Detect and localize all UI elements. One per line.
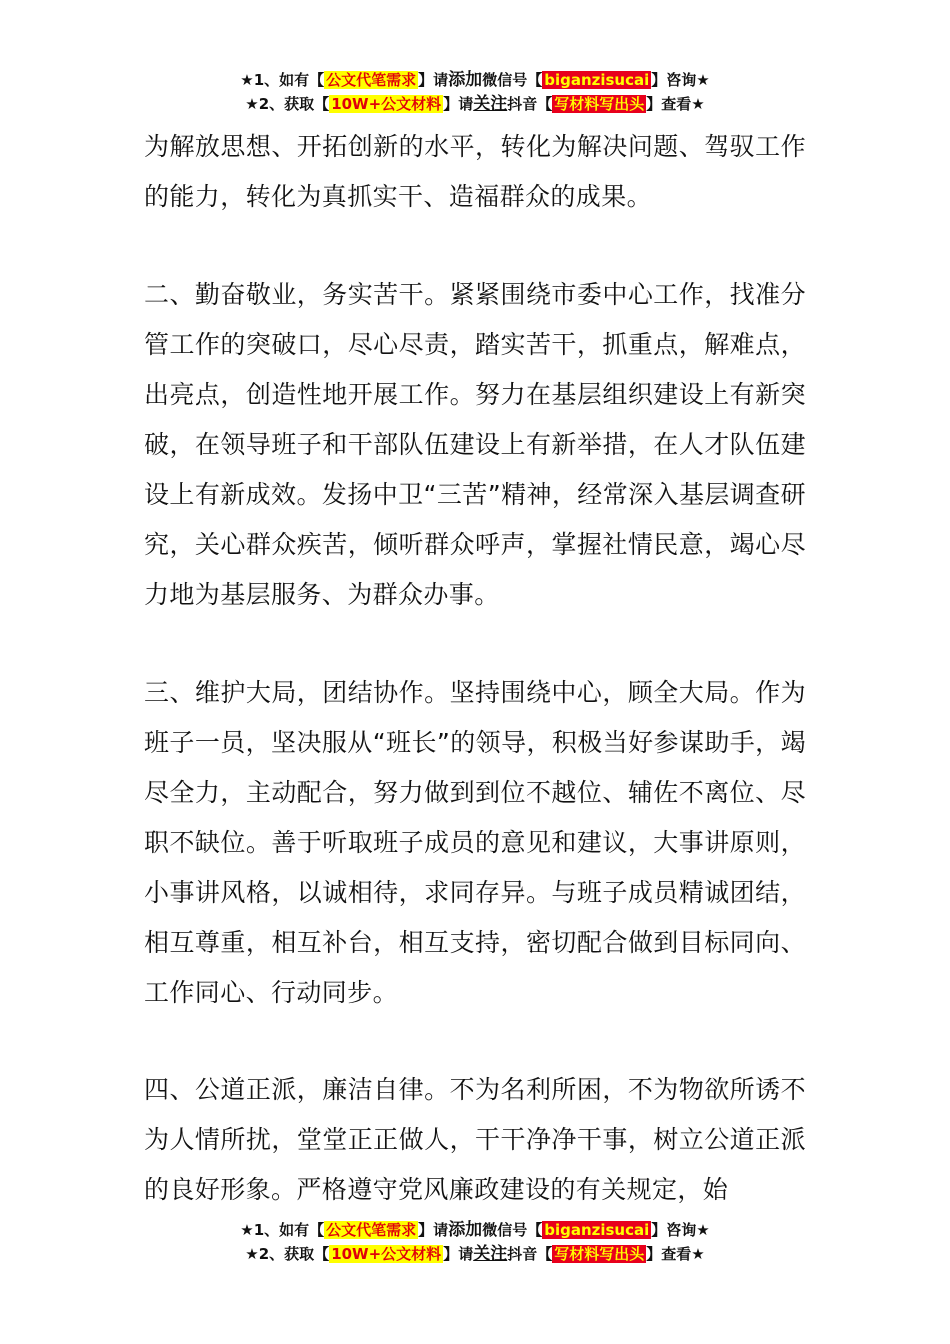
banner-text: 】咨询★ [651,71,710,89]
footer-banner [0,1218,950,1266]
banner-text: ★2、获取【 [245,1245,330,1263]
wechat-id-highlight: biganzisucai [544,71,650,89]
document-body-3 [144,668,806,1018]
banner-text: 】查看★ [646,95,705,113]
banner-highlight: 公文代笔需求 [326,71,417,89]
banner-emphasis: 添加 [448,1220,483,1240]
banner-text: 】请 [443,95,474,113]
douyin-id-highlight: 写材料写出头 [554,95,645,113]
banner-text: 抖音【 [507,1245,553,1263]
banner-text: ★2、获取【 [245,95,330,113]
banner-emphasis: 关注 [473,94,508,114]
paragraph: 为解放思想、开拓创新的水平，转化为解决问题、驾驭工作的能力，转化为真抓实干、造福群众的成果。 [144,132,806,211]
banner-text: ★1、如有【 [240,1221,325,1239]
document-body-4 [144,1065,806,1215]
banner-line-2 [0,92,950,116]
banner-highlight: 10W+公文材料 [331,95,442,113]
banner-line-1 [0,1218,950,1242]
douyin-id-highlight: 写材料写出头 [554,1245,645,1263]
banner-text: 微信号【 [482,1221,543,1239]
banner-text: 】咨询★ [651,1221,710,1239]
banner-text: ★1、如有【 [240,71,325,89]
paragraph: 二、勤奋敬业，务实苦干。紧紧围绕市委中心工作，找准分管工作的突破口，尽心尽责，踏实苦干，抓重点，解难点，出亮点，创造性地开展工作。努力在基层组织建设上有新突破，在领导班子和干部队伍建设上有新举措，在人才队伍建设上有新成效。发扬中卫“三苦”精神，经常深入基层调查研究，关心群众疾苦，倾听群众呼声，掌握社情民意，竭心尽力地为基层服务、为群众办事。 [144,280,806,609]
banner-text: 微信号【 [482,71,543,89]
banner-line-2 [0,1242,950,1266]
banner-highlight: 公文代笔需求 [326,1221,417,1239]
banner-text: 】请 [443,1245,474,1263]
banner-text: 】请 [418,71,449,89]
banner-line-1 [0,68,950,92]
document-body-2 [144,270,806,620]
banner-text: 抖音【 [507,95,553,113]
paragraph: 三、维护大局，团结协作。坚持围绕中心，顾全大局。作为班子一员，坚决服从“班长”的领导，积极当好参谋助手，竭尽全力，主动配合，努力做到到位不越位、辅佐不离位、尽职不缺位。善于听取班子成员的意见和建议，大事讲原则，小事讲风格，以诚相待，求同存异。与班子成员精诚团结，相互尊重，相互补台，相互支持，密切配合做到目标同向、工作同心、行动同步。 [144,678,806,1007]
header-banner [0,68,950,116]
banner-emphasis: 添加 [448,70,483,90]
paragraph: 四、公道正派，廉洁自律。不为名利所困，不为物欲所诱不为人情所扰，堂堂正正做人，干干净净干事，树立公道正派的良好形象。严格遵守党风廉政建设的有关规定，始 [144,1075,806,1204]
banner-text: 】查看★ [646,1245,705,1263]
banner-text: 】请 [418,1221,449,1239]
banner-highlight: 10W+公文材料 [331,1245,442,1263]
banner-emphasis: 关注 [473,1244,508,1264]
document-body-1 [144,122,806,222]
wechat-id-highlight: biganzisucai [544,1221,650,1239]
